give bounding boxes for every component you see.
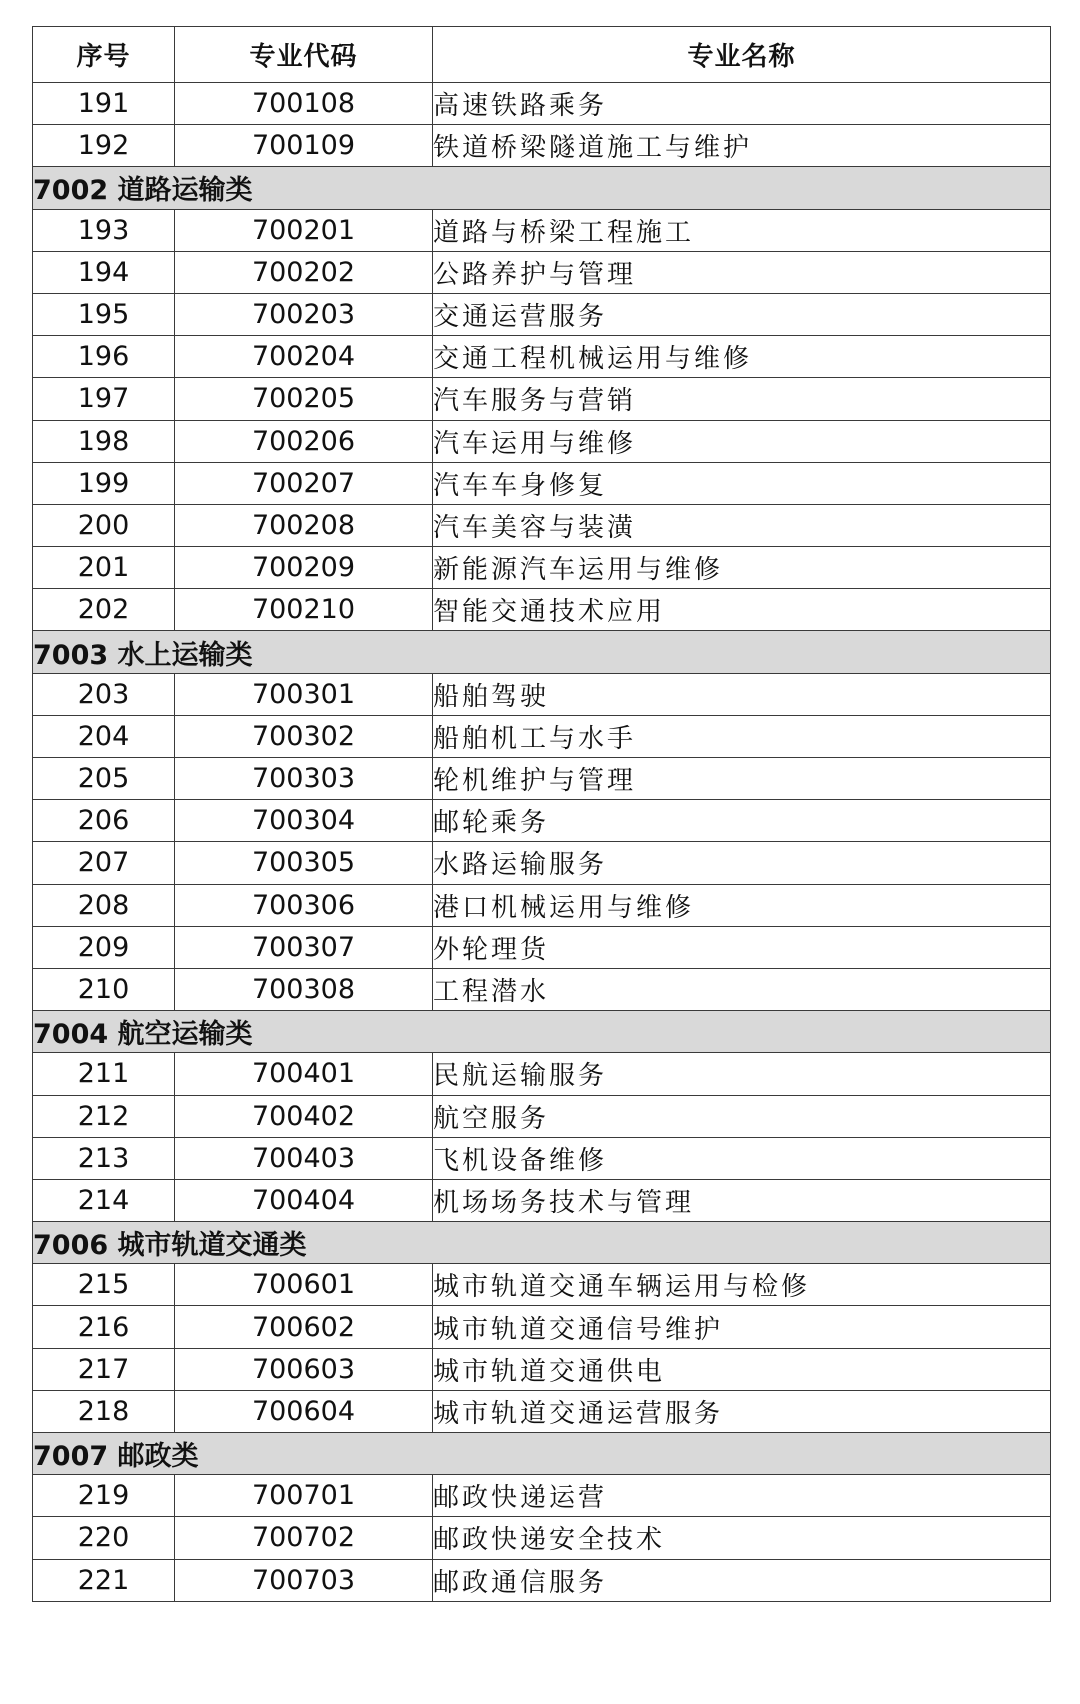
major-name-cell: 船舶机工与水手 <box>433 715 1051 757</box>
serial-number-cell: 203 <box>33 673 175 715</box>
category-row <box>33 167 1051 209</box>
major-name-cell: 城市轨道交通供电 <box>433 1348 1051 1390</box>
major-code-cell: 700303 <box>175 758 433 800</box>
serial-number-cell: 215 <box>33 1264 175 1306</box>
major-code-cell: 700206 <box>175 420 433 462</box>
table-row <box>33 504 1051 546</box>
major-name-cell: 智能交通技术应用 <box>433 589 1051 631</box>
table-row <box>33 589 1051 631</box>
serial-number-cell: 221 <box>33 1559 175 1601</box>
serial-number-cell: 195 <box>33 293 175 335</box>
major-name-cell: 机场场务技术与管理 <box>433 1179 1051 1221</box>
category-label: 7006 城市轨道交通类 <box>33 1222 1051 1264</box>
table-row <box>33 884 1051 926</box>
major-code-cell: 700205 <box>175 378 433 420</box>
serial-number-cell: 206 <box>33 800 175 842</box>
table-row <box>33 1306 1051 1348</box>
major-name-cell: 城市轨道交通运营服务 <box>433 1390 1051 1432</box>
table-row <box>33 1095 1051 1137</box>
table-row <box>33 83 1051 125</box>
header-major-code: 专业代码 <box>175 27 433 83</box>
table-row <box>33 715 1051 757</box>
serial-number-cell: 194 <box>33 251 175 293</box>
serial-number-cell: 192 <box>33 125 175 167</box>
major-name-cell: 城市轨道交通车辆运用与检修 <box>433 1264 1051 1306</box>
table-row <box>33 251 1051 293</box>
table-row <box>33 1053 1051 1095</box>
serial-number-cell: 217 <box>33 1348 175 1390</box>
table-header-row <box>33 27 1051 83</box>
major-name-cell: 工程潜水 <box>433 968 1051 1010</box>
major-code-cell: 700208 <box>175 504 433 546</box>
table-row <box>33 293 1051 335</box>
table-row <box>33 968 1051 1010</box>
table-row <box>33 462 1051 504</box>
major-name-cell: 铁道桥梁隧道施工与维护 <box>433 125 1051 167</box>
major-code-cell: 700305 <box>175 842 433 884</box>
table-row <box>33 378 1051 420</box>
major-code-cell: 700401 <box>175 1053 433 1095</box>
major-name-cell: 新能源汽车运用与维修 <box>433 547 1051 589</box>
major-name-cell: 汽车美容与装潢 <box>433 504 1051 546</box>
serial-number-cell: 197 <box>33 378 175 420</box>
major-name-cell: 轮机维护与管理 <box>433 758 1051 800</box>
serial-number-cell: 214 <box>33 1179 175 1221</box>
major-name-cell: 交通运营服务 <box>433 293 1051 335</box>
major-code-cell: 700201 <box>175 209 433 251</box>
major-code-cell: 700604 <box>175 1390 433 1432</box>
category-label: 7007 邮政类 <box>33 1433 1051 1475</box>
major-code-cell: 700703 <box>175 1559 433 1601</box>
major-code-cell: 700302 <box>175 715 433 757</box>
category-label: 7003 水上运输类 <box>33 631 1051 673</box>
major-code-cell: 700210 <box>175 589 433 631</box>
table-body <box>33 83 1051 1602</box>
major-name-cell: 高速铁路乘务 <box>433 83 1051 125</box>
major-name-cell: 交通工程机械运用与维修 <box>433 336 1051 378</box>
serial-number-cell: 220 <box>33 1517 175 1559</box>
serial-number-cell: 208 <box>33 884 175 926</box>
major-name-cell: 汽车车身修复 <box>433 462 1051 504</box>
major-table <box>32 26 1051 1602</box>
serial-number-cell: 202 <box>33 589 175 631</box>
table-row <box>33 125 1051 167</box>
major-code-cell: 700209 <box>175 547 433 589</box>
major-code-cell: 700304 <box>175 800 433 842</box>
major-code-cell: 700202 <box>175 251 433 293</box>
table-row <box>33 673 1051 715</box>
table-row <box>33 547 1051 589</box>
serial-number-cell: 199 <box>33 462 175 504</box>
table-row <box>33 1475 1051 1517</box>
table-row <box>33 758 1051 800</box>
serial-number-cell: 204 <box>33 715 175 757</box>
major-code-cell: 700402 <box>175 1095 433 1137</box>
table-row <box>33 420 1051 462</box>
table-row <box>33 1264 1051 1306</box>
major-name-cell: 邮政快递运营 <box>433 1475 1051 1517</box>
major-code-cell: 700204 <box>175 336 433 378</box>
table-row <box>33 1517 1051 1559</box>
header-major-name: 专业名称 <box>433 27 1051 83</box>
major-name-cell: 民航运输服务 <box>433 1053 1051 1095</box>
table-row <box>33 800 1051 842</box>
table-row <box>33 926 1051 968</box>
major-name-cell: 水路运输服务 <box>433 842 1051 884</box>
serial-number-cell: 205 <box>33 758 175 800</box>
table-row <box>33 1348 1051 1390</box>
major-code-cell: 700601 <box>175 1264 433 1306</box>
major-name-cell: 飞机设备维修 <box>433 1137 1051 1179</box>
serial-number-cell: 218 <box>33 1390 175 1432</box>
major-name-cell: 船舶驾驶 <box>433 673 1051 715</box>
serial-number-cell: 211 <box>33 1053 175 1095</box>
major-code-cell: 700203 <box>175 293 433 335</box>
major-name-cell: 港口机械运用与维修 <box>433 884 1051 926</box>
serial-number-cell: 207 <box>33 842 175 884</box>
major-code-cell: 700109 <box>175 125 433 167</box>
table-row <box>33 1137 1051 1179</box>
table-row <box>33 336 1051 378</box>
category-row <box>33 631 1051 673</box>
major-name-cell: 汽车服务与营销 <box>433 378 1051 420</box>
major-name-cell: 汽车运用与维修 <box>433 420 1051 462</box>
serial-number-cell: 201 <box>33 547 175 589</box>
major-code-cell: 700702 <box>175 1517 433 1559</box>
table-row <box>33 209 1051 251</box>
major-name-cell: 邮政快递安全技术 <box>433 1517 1051 1559</box>
major-name-cell: 邮政通信服务 <box>433 1559 1051 1601</box>
major-code-cell: 700603 <box>175 1348 433 1390</box>
serial-number-cell: 209 <box>33 926 175 968</box>
major-code-cell: 700403 <box>175 1137 433 1179</box>
table-row <box>33 1179 1051 1221</box>
major-name-cell: 道路与桥梁工程施工 <box>433 209 1051 251</box>
major-code-cell: 700207 <box>175 462 433 504</box>
serial-number-cell: 212 <box>33 1095 175 1137</box>
major-code-cell: 700108 <box>175 83 433 125</box>
serial-number-cell: 196 <box>33 336 175 378</box>
category-row <box>33 1222 1051 1264</box>
category-label: 7002 道路运输类 <box>33 167 1051 209</box>
major-name-cell: 城市轨道交通信号维护 <box>433 1306 1051 1348</box>
major-code-cell: 700602 <box>175 1306 433 1348</box>
category-label: 7004 航空运输类 <box>33 1011 1051 1053</box>
major-code-cell: 700306 <box>175 884 433 926</box>
major-code-cell: 700307 <box>175 926 433 968</box>
serial-number-cell: 216 <box>33 1306 175 1348</box>
serial-number-cell: 210 <box>33 968 175 1010</box>
serial-number-cell: 198 <box>33 420 175 462</box>
serial-number-cell: 219 <box>33 1475 175 1517</box>
major-code-cell: 700301 <box>175 673 433 715</box>
table-row <box>33 842 1051 884</box>
serial-number-cell: 191 <box>33 83 175 125</box>
major-name-cell: 航空服务 <box>433 1095 1051 1137</box>
major-code-cell: 700308 <box>175 968 433 1010</box>
category-row <box>33 1011 1051 1053</box>
serial-number-cell: 193 <box>33 209 175 251</box>
major-code-cell: 700404 <box>175 1179 433 1221</box>
major-name-cell: 邮轮乘务 <box>433 800 1051 842</box>
serial-number-cell: 200 <box>33 504 175 546</box>
serial-number-cell: 213 <box>33 1137 175 1179</box>
header-serial-number: 序号 <box>33 27 175 83</box>
major-code-cell: 700701 <box>175 1475 433 1517</box>
table-row <box>33 1559 1051 1601</box>
category-row <box>33 1433 1051 1475</box>
table-row <box>33 1390 1051 1432</box>
major-name-cell: 公路养护与管理 <box>433 251 1051 293</box>
major-name-cell: 外轮理货 <box>433 926 1051 968</box>
